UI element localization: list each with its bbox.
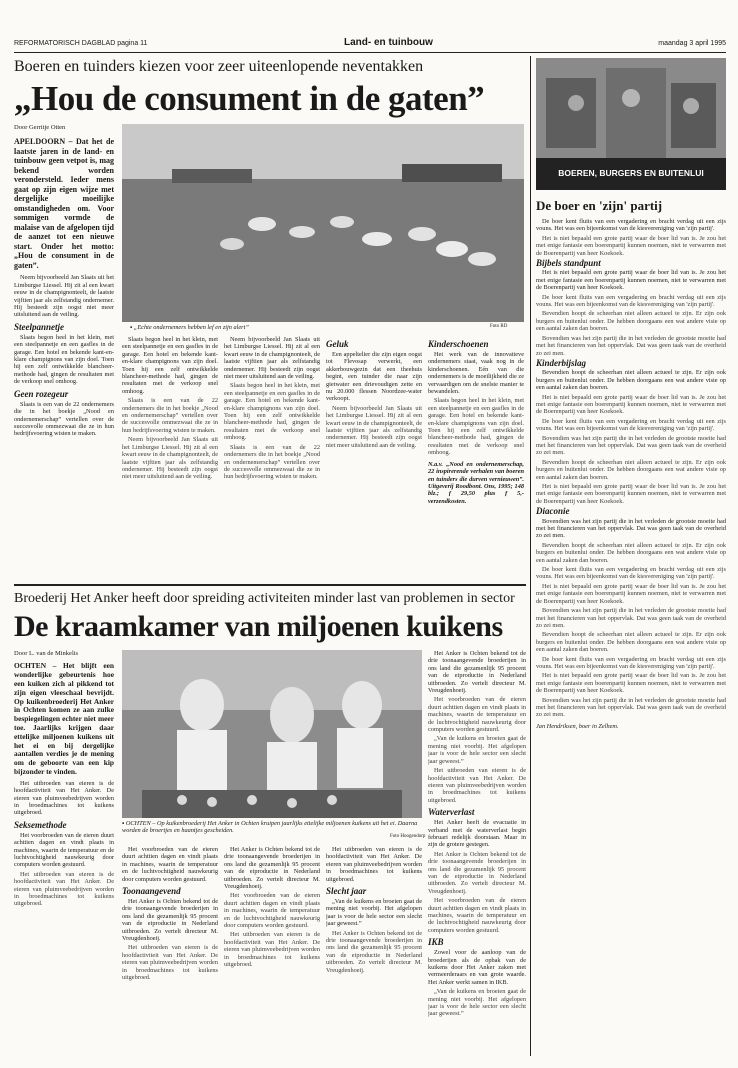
article1-column-5 [428, 336, 524, 580]
article1-column-4 [326, 336, 422, 580]
article2-paragraph: Het uitbroeden van eieren is de hoofdactiviteit van Het Anker. De eieren van pluimveebedrijven worden in broedmachines tot kuikens uitgebroed. [14, 779, 114, 817]
article2-paragraph: Het uitbroeden van eieren is de hoofdactiviteit van Het Anker. De eieren van pluimveebedrijven worden in broedmachines tot kuikens uitgebroed. [122, 944, 218, 982]
sheep-field-illustration [122, 124, 524, 322]
sidebar-paragraph: Bevendien hoopt de scheerhan niet alleen actueel te zijn. Er zijn ook burgers en buitenlui onder. De hebben doorgaans een wat andere visie op een aantal zaken dan boeren. [536, 458, 726, 481]
sidebar-paragraph: Bovendien was het zijn partij die in het verleden de grootste moeite had met het financieren van het oppervlak. Dat was geen taak van de overheid zo zei men. [536, 696, 726, 719]
sidebar-subhead: Kinderbijslag [536, 357, 587, 368]
article1-photo-credit: Foto RD [490, 324, 508, 329]
running-head [14, 34, 726, 53]
article2-paragraph: Het voorbroeden van de eieren duurt achttien dagen en vindt plaats in machines, waarin de temperatuur en de luchtvochtigheid nauwkeurig door computers worden gestuurd. [428, 897, 526, 934]
article1-column-1 [14, 124, 114, 580]
article1-paragraph: Neem bijvoorbeeld Jan Slaats uit het Limburgse Liessel. Hij zit al een kwart eeuw in de champignonteelt, de laatste vijftien jaar als zelfstandig ondernemer. Hij besteedt zijn oogst niet meer uitsluitend aan de veiling. [122, 436, 218, 481]
sidebar-paragraph: Het is niet bepaald een grote partij waar de boer lid van is. Je zou het met enige fantasie een boerenpartij kunnen noemen, niet te verwarren met de Boerenpartij van heer Koekoek. [536, 393, 726, 416]
article2-lead: OCHTEN – Het blijft een wonderlijke gebeurtenis hoe een kuiken zich al pikkend tot zijn eigen vleeschaal bevrijdt. Op kuikenbroederij Het Anker in Ochten komen ze aan zulke bespiegelingen echter niet meer toe. Jaarlijks krijgen daar ettelijke miljoenen kuikens uit het ei en bij dergelijke aantallen verdies je de mening om de geboorte van een kip bijzonder te vinden. [14, 661, 114, 776]
article2-byline: Door L. van de Minkelis [14, 650, 79, 657]
article1-paragraph: Neem bijvoorbeeld Jan Slaats uit het Limburgse Liessel. Hij zit al een kwart eeuw in de champignonteelt, de laatste vijftien jaar als zelfstandig ondernemer. Hij besteedt zijn oogst niet meer uitsluitend aan de veiling. [14, 274, 114, 319]
article1-paragraph: Slaats begon heel in het klein, met een steelpannetje en een gasfles in de garage. Een hotel en bekende kant-en-klare champignons van zijn doel. Toen hij een zelf ontwikkelde blancheer-methode had, gingen de resultaten met de verkoop snel omhoog. [428, 397, 524, 457]
sidebar-paragraph: Bevendien hoopt de scheerhan niet alleen actueel te zijn. Er zijn ook burgers en buitenlui onder. De hebben doorgaans een wat andere visie op een aantal zaken dan boeren. [536, 369, 726, 392]
article2-paragraph: Het Anker heeft de evacuatie in verband met de waterverlast begin februari redelijk doorstaan. Maar in zijn de grotere gestegen. [428, 819, 526, 849]
article2-subhead: Waterverlast [428, 807, 475, 818]
article1-subhead: Geluk [326, 339, 349, 349]
article2-paragraph: Zowel voor de aanloop van de broederijen als de opbak van de kuikens door Het Anker zaken met vermeerderaars en van grote waarde. Het Anker werkt samen in IKB. [428, 949, 526, 986]
sidebar-paragraph: De boer kent fluits van een vergadering en bracht verdag uit een zijs vouns. Het was een bijeenkomst van de kiesvereniging van 'zijn partij'. [536, 566, 726, 581]
article2-subhead: Seksemethode [14, 819, 67, 830]
article1-paragraph: Neem bijvoorbeeld Jan Slaats uit het Limburgse Liessel. Hij zit al een kwart eeuw in de champignonteelt, de laatste vijftien jaar als zelfstandig ondernemer. Hij besteedt zijn oogst niet meer uitsluitend aan de veiling. [224, 336, 320, 381]
article1-byline: Door Gerritje Otten [14, 124, 66, 131]
article1-book-info: N.a.v. „Nood en ondernemerschap, 22 inspirerende verhalen van boeren en tuinders die durven vernieuwen”. Uitgeverij Roodbont. Ons, 1995; 148 blz.; ƒ 29,50 plus ƒ 5,- verzendkosten. [428, 460, 524, 505]
article2-column-5 [428, 650, 526, 1056]
article2-paragraph: Het uitbroeden van eieren is de hoofdactiviteit van Het Anker. De eieren van pluimveebedrijven worden in broedmachines tot kuikens uitgebroed. [224, 931, 320, 969]
article2-photo-credit: Foto Hoogendorp [390, 834, 426, 839]
article1-paragraph: Slaats is een van de 22 ondernemers die in het boekje „Nood en ondernemerschap” vertellen over de succesvolle ommezwaai die ze in hun bedrijfsvoering wisten te maken. [224, 443, 320, 481]
article2-subhead: Slecht jaar [326, 886, 367, 897]
sidebar-photo [536, 58, 726, 190]
sidebar-paragraph: Het is niet bepaald een grote partij waar de boer lid van is. Je zou het met enige fantasie een boerenpartij kunnen noemen, niet te verwarren met de Boerenpartij van heer Koekoek. [536, 672, 726, 695]
article1-paragraph: Neem bijvoorbeeld Jan Slaats uit het Limburgse Liessel. Hij zit al een kwart eeuw in de champignonteelt, de laatste vijftien jaar als zelfstandig ondernemer. Hij besteedt zijn oogst niet meer uitsluitend aan de veiling. [326, 404, 422, 449]
sidebar-paragraph: Bovendien was het zijn partij die in het verleden de grootste moeite had met het financieren van het oppervlak. Dat was geen taak van de overheid zo zei men. [536, 517, 726, 540]
hatchery-workers-illustration [122, 650, 422, 818]
sidebar-paragraph: De boer kent fluits van een vergadering en bracht verdag uit een zijs vouns. Het was een bijeenkomst van de kiesvereniging van 'zijn partij'. [536, 655, 726, 670]
sidebar-paragraph: De boer kent fluits van een vergadering en bracht verdag uit een zijs vouns. Het was een bijeenkomst van de kiesvereniging van 'zijn partij'. [536, 218, 726, 233]
sidebar-paragraph: Het is niet bepaald een grote partij waar de boer lid van is. Je zou het met enige fantasie een boerenpartij kunnen noemen, niet te verwarren met de Boerenpartij van heer Koekoek. [536, 269, 726, 292]
sidebar-paragraph: Het is niet bepaald een grote partij waar de boer lid van is. Je zou het met enige fantasie een boerenpartij kunnen noemen, niet te verwarren met de Boerenpartij van heer Koekoek. [536, 234, 726, 257]
article2-paragraph: Het Anker is Ochten bekend tot de drie toonaangevende broederijen in ons land die gezamenlijk 95 procent van de eiproductie in Nederland uitbroeden. Zo vertelt directeur M. Vreugdenhoeij. [428, 650, 526, 695]
article2-paragraph: Het voorbroeden van de eieren duurt achttien dagen en vindt plaats in machines, waarin de temperatuur en de luchtvochtigheid nauwkeurig door computers worden gestuurd. [224, 892, 320, 930]
article1-column-3 [224, 336, 320, 580]
article2-paragraph: Het uitbroeden van eieren is de hoofdactiviteit van Het Anker. De eieren van pluimveebedrijven worden in broedmachines tot kuikens uitgebroed. [428, 767, 526, 804]
article1-subhead: Geen rozegeur [14, 388, 69, 399]
article1-headline: „Hou de consument in de gaten” [14, 79, 485, 118]
article2-paragraph: Het Anker is Ochten bekend tot de drie toonaangevende broederijen in ons land die gezamenlijk 95 procent van de eiproductie in Nederland uitbroeden. Zo vertelt directeur M. Vreugdenhoeij. [428, 850, 526, 895]
sidebar-paragraph: Bovendien was het zijn partij die in het verleden de grootste moeite had met het financieren van het oppervlak. Dat was geen taak van de overheid zo zei men. [536, 607, 726, 629]
article2-paragraph: „Van de kuikens en broeien gaat de mening niet voorbij. Het afgelopen jaar is voor de hele sector een slecht jaar geweest.” [428, 988, 526, 1018]
article1-paragraph: Slaats is een van de 22 ondernemers die in het boekje „Nood en ondernemerschap” vertellen over de succesvolle ommezwaai die ze in hun bedrijfsvoering wisten te maken. [14, 400, 114, 438]
article2-photo [122, 650, 422, 818]
sidebar-subhead: Bijbels standpunt [536, 258, 601, 269]
sidebar-body [536, 218, 726, 1056]
article2-paragraph: „Van de kuikens en broeien gaat de mening niet voorbij. Het afgelopen jaar is voor de hele sector een slecht jaar geweest.” [428, 735, 526, 765]
article2-paragraph: „Van de kuikens en broeien gaat de mening niet voorbij. Het afgelopen jaar is voor de hele sector een slecht jaar geweest.” [326, 898, 422, 928]
section-label: Land- en tuinbouw [344, 37, 433, 48]
article1-kicker: Boeren en tuinders kiezen voor zeer uiteenlopende neventakken [14, 58, 424, 75]
sidebar-paragraph: Bovendien was het zijn partij die in het verleden de grootste moeite had met het financieren van het oppervlak. Dat was geen taak van de overheid zo zei men. [536, 334, 726, 357]
sidebar-paragraph: Bovendien was het zijn partij die in het verleden de grootste moeite had met het financieren van het oppervlak. Dat was geen taak van de overheid zo zei men. [536, 434, 726, 457]
article2-subhead: Toonaangevend [122, 886, 181, 897]
article2-subhead: IKB [428, 937, 444, 948]
article1-paragraph: Slaats begon heel in het klein, met een steelpannetje en een gasfles in de garage. Een hotel en bekende kant-en-klare champignons van zijn doel. Toen hij een zelf ontwikkelde blancheer-methode had, gingen de resultaten met de verkoop snel omhoog. [224, 382, 320, 442]
article2-column-1 [14, 650, 114, 1056]
article2-caption: ▪ OCHTEN – Op kuikenbroederij Het Anker in Ochten kruipen jaarlijks ettelijke miljoenen kuikens uit het ei. Daarna worden de broertjes en haantjes gescheiden. [122, 820, 418, 835]
sidebar-photo-label: BOEREN, BURGERS EN BUITENLUI [558, 168, 704, 178]
article-divider [14, 584, 526, 586]
article1-subhead: Steelpannetje [14, 321, 64, 332]
sidebar-title: De boer en 'zijn' partij [536, 198, 663, 213]
article1-paragraph: Het werk van de innovatieve ondernemers staat, vaak nog in de kinderschoenen. Eén van die ondernemers is de moeilijkheid die ze vervaardigen om de snelste manier te bewandelen. [428, 351, 524, 396]
sidebar-paragraph: De boer kent fluits van een vergadering en bracht verdag uit een zijs vouns. Het was een bijeenkomst van de kiesvereniging van 'zijn partij'. [536, 293, 726, 309]
article2-paragraph: Het uitbroeden van eieren is de hoofdactiviteit van Het Anker. De eieren van pluimveebedrijven worden in broedmachines tot kuikens uitgebroed. [326, 846, 422, 883]
article1-paragraph: Slaats is een van de 22 ondernemers die in het boekje „Nood en ondernemerschap” vertellen over de succesvolle ommezwaai die ze in hun bedrijfsvoering wisten te maken. [122, 397, 218, 434]
article2-column-4 [326, 846, 422, 1056]
article2-paragraph: Het Anker is Ochten bekend tot de drie toonaangevende broederijen in ons land die gezamenlijk 95 procent van de eiproductie in Nederland uitbroeden. Zo vertelt directeur M. Vreugdenhoeij. [326, 929, 422, 974]
article2-column-2 [122, 846, 218, 1056]
article2-paragraph: Het uitbroeden van eieren is de hoofdactiviteit van Het Anker. De eieren van pluimveebedrijven worden in broedmachines tot kuikens uitgebroed. [14, 870, 114, 908]
article1-photo [122, 124, 524, 322]
sidebar-paragraph: Bevendien hoopt de scheerhan niet alleen actueel te zijn. Er zijn ook burgers en buitenlui onder. De hebben doorgaans een wat andere visie op een aantal zaken dan boeren. [536, 631, 726, 654]
article1-paragraph: Slaats begon heel in het klein, met een steelpannetje en een gasfles in de garage. Een hotel en bekende kant-en-klare champignons van zijn doel. Toen hij een zelf ontwikkelde blancheer-methode had, gingen de resultaten met de verkoop snel omhoog. [122, 336, 218, 395]
sidebar-paragraph: Bevendien hoopt de scheerhan niet alleen actueel te zijn. Er zijn ook burgers en buitenlui onder. De hebben doorgaans een wat andere visie op een aantal zaken dan boeren. [536, 310, 726, 333]
article2-headline: De kraamkamer van miljoenen kuikens [14, 610, 503, 643]
article1-paragraph: Slaats begon heel in het klein, met een steelpannetje en een gasfles in de garage. Een hotel en bekende kant-en-klare champignons van zijn doel. Toen hij een zelf ontwikkelde blancheer-methode had, gingen de resultaten met de verkoop snel omhoog. [14, 333, 114, 386]
sidebar-paragraph: Het is niet bepaald een grote partij waar de boer lid van is. Je zou het met enige fantasie een boerenpartij kunnen noemen, niet te verwarren met de Boerenpartij van heer Koekoek. [536, 582, 726, 605]
article2-paragraph: Het voorbroeden van de eieren duurt achttien dagen en vindt plaats in machines, waarin de temperatuur en de luchtvochtigheid nauwkeurig door computers worden gestuurd. [14, 831, 114, 869]
column-divider [530, 56, 531, 1056]
article2-kicker: Broederij Het Anker heeft door spreiding activiteiten minder last van problemen in sector [14, 591, 515, 606]
article1-column-2 [122, 336, 218, 580]
paper-page-label: REFORMATORISCH DAGBLAD pagina 11 [14, 40, 148, 47]
date-label: maandag 3 april 1995 [658, 40, 726, 47]
article2-paragraph: Het voorbroeden van de eieren duurt achttien dagen en vindt plaats in machines, waarin de temperatuur en de luchtvochtigheid nauwkeurig door computers worden gestuurd. [122, 846, 218, 883]
article1-lead: APELDOORN – Dat het de laatste jaren in de land- en tuinbouw geen vetpot is, mag bekend worden verondersteld. Ieder mens gaat op zijn eigen wijze met dergelijke moeilijke omstandigheden om. Voor sommigen vormde de malaise van de afgelopen tijd de aanzet tot een nieuwe start. Onder het motto: „Hou de consument in de gaten”. [14, 137, 114, 270]
sidebar-byline: Jan Hendriksen, boer in Zelhem. [536, 722, 619, 730]
sidebar-paragraph: Het is niet bepaald een grote partij waar de boer lid van is. Je zou het met enige fantasie een boerenpartij kunnen noemen, niet te verwarren met de Boerenpartij van heer Koekoek. [536, 483, 726, 505]
article1-caption: ▪ „Echte ondernemers hebben lef en zijn alert” [130, 324, 249, 331]
sidebar-paragraph: De boer kent fluits van een vergadering en bracht verdag uit een zijs vouns. Het was een bijeenkomst van de kiesvereniging van 'zijn partij'. [536, 417, 726, 433]
article2-column-3 [224, 846, 320, 1056]
article1-paragraph: Een appeltelier die zijn eigen oogst tot Flevosap verwerkt, een akkerbouwgezin dat een theehuis begint, een tuinder die naar zijn gietwater een drievoudigen zette en nu 20.000 flessen Noordzee-water verkoopt. [326, 351, 422, 403]
article2-paragraph: Het Anker is Ochten bekend tot de drie toonaangevende broederijen in ons land die gezamenlijk 95 procent van de eiproductie in Nederland uitbroeden. Zo vertelt directeur M. Vreugdenhoeij. [224, 846, 320, 891]
sidebar-subhead: Diaconie [536, 506, 570, 517]
article1-subhead: Kinderschoenen [428, 339, 489, 349]
article2-paragraph: Het voorbroeden van de eieren duurt achttien dagen en vindt plaats in machines, waarin de temperatuur en de luchtvochtigheid nauwkeurig door computers worden gestuurd. [428, 696, 526, 734]
article2-paragraph: Het Anker is Ochten bekend tot de drie toonaangevende broederijen in ons land die gezamenlijk 95 procent van de eiproductie in Nederland uitbroeden. Zo vertelt directeur M. Vreugdenhoeij. [122, 898, 218, 943]
sidebar-paragraph: Bevendien hoopt de scheerhan niet alleen actueel te zijn. Er zijn ook burgers en buitenlui onder. De hebben doorgaans een wat andere visie op een aantal zaken dan boeren. [536, 541, 726, 564]
